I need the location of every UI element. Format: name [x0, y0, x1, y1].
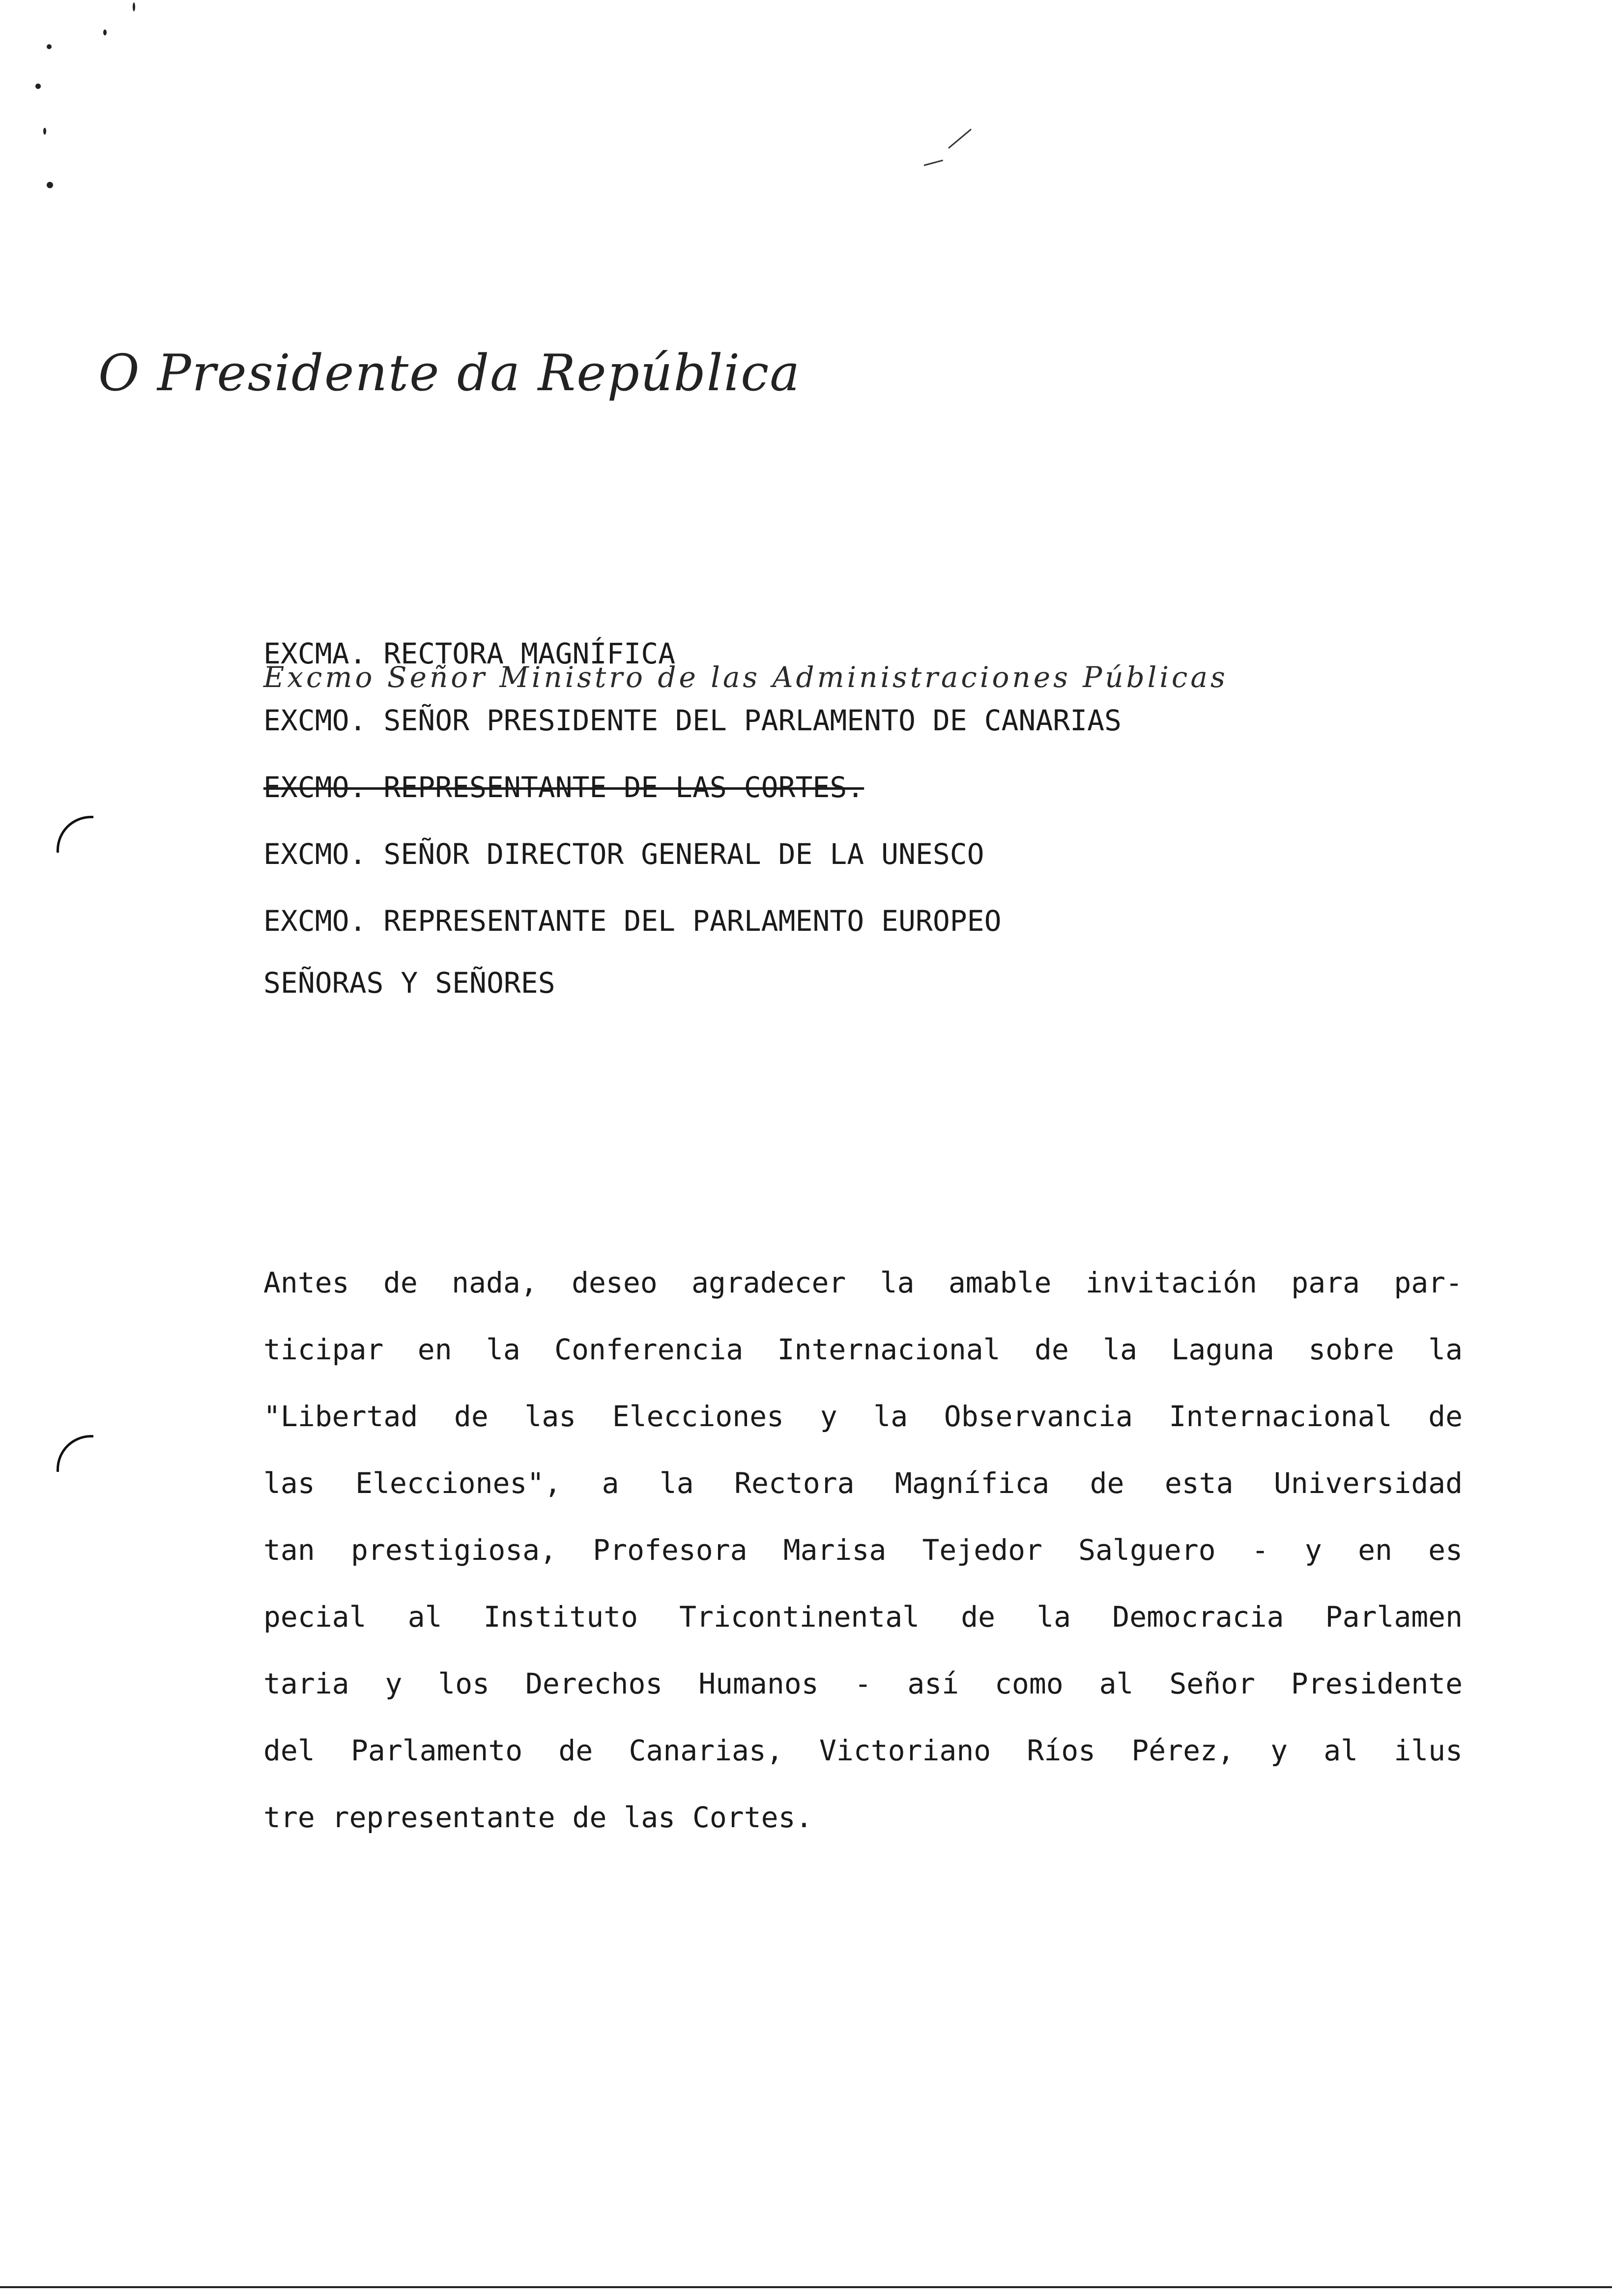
scan-speck	[47, 182, 53, 188]
scan-speck	[43, 128, 46, 135]
body-line: taria y los Derechos Humanos - así como al Señor Presidente	[263, 1667, 1463, 1700]
margin-bracket-mark	[57, 1435, 93, 1472]
scan-bottom-edge	[0, 2286, 1612, 2288]
struck-salutation-line: EXCMO. REPRESENTANTE DE LAS CORTES.	[263, 771, 864, 804]
scan-mark	[948, 129, 972, 149]
scan-mark	[924, 160, 943, 166]
salutation-line: EXCMA. RECTORA MAGNÍFICA	[263, 637, 676, 670]
letterhead-signature: O Presidente da República	[98, 344, 801, 402]
scan-speck	[35, 84, 41, 89]
scan-speck	[103, 29, 107, 35]
salutation-line: EXCMO. SEÑOR PRESIDENTE DEL PARLAMENTO DE CANARIAS	[263, 704, 1122, 737]
body-line: "Libertad de las Elecciones y la Observancia Internacional de	[263, 1400, 1463, 1433]
body-line: ticipar en la Conferencia Internacional de la Laguna sobre la	[263, 1333, 1463, 1366]
body-line: tan prestigiosa, Profesora Marisa Tejedor Salguero - y en es	[263, 1533, 1463, 1567]
body-line: Antes de nada, deseo agradecer la amable invitación para par-	[263, 1266, 1463, 1299]
body-line: pecial al Instituto Tricontinental de la Democracia Parlamen	[263, 1600, 1463, 1634]
salutation-line: EXCMO. SEÑOR DIRECTOR GENERAL DE LA UNESCO	[263, 837, 984, 871]
salutation-line: SEÑORAS Y SEÑORES	[263, 966, 555, 1000]
scan-speck	[47, 44, 52, 49]
body-line: las Elecciones", a la Rectora Magnífica de esta Universidad	[263, 1466, 1463, 1500]
body-line: del Parlamento de Canarias, Victoriano Ríos Pérez, y al ilus	[263, 1734, 1463, 1767]
handwritten-insertion: Excmo Señor Ministro de las Administraciones Públicas	[263, 660, 1228, 694]
body-line: tre representante de las Cortes.	[263, 1801, 813, 1834]
margin-bracket-mark	[57, 816, 93, 853]
salutation-line: EXCMO. REPRESENTANTE DEL PARLAMENTO EUROPEO	[263, 904, 1002, 938]
scan-speck	[133, 2, 135, 11]
